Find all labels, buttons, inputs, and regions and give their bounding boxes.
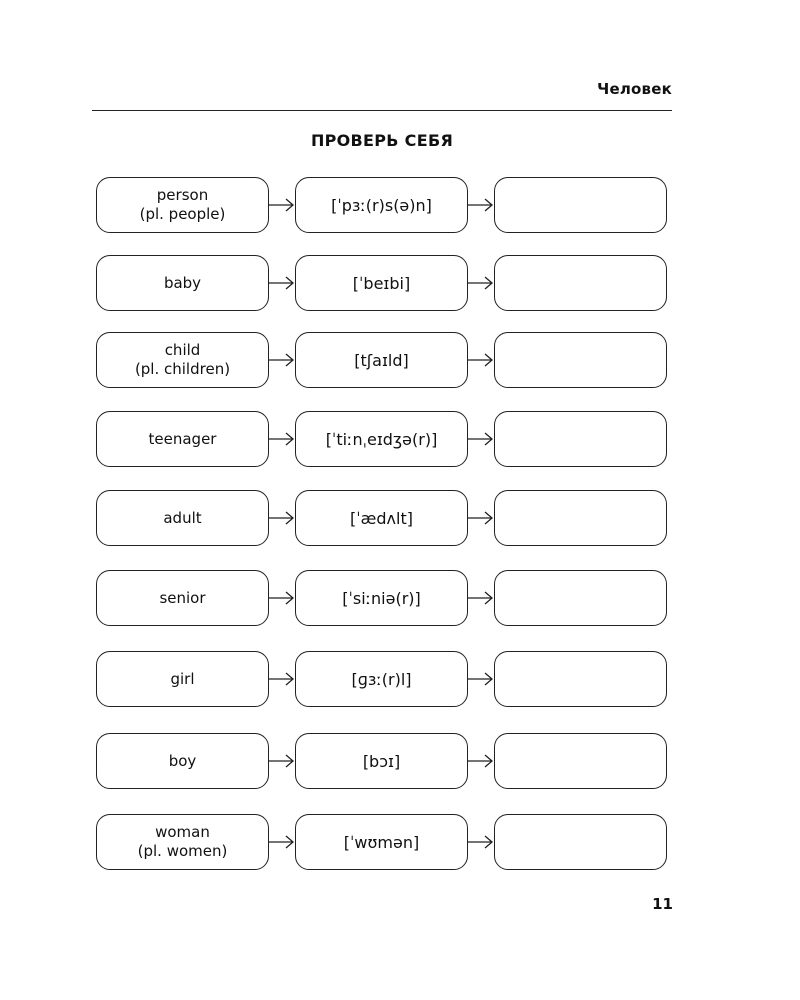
arrow-right-icon (269, 753, 295, 769)
transcription-box (295, 332, 468, 388)
word-box (96, 570, 269, 626)
arrow-right-icon (269, 275, 295, 291)
arrow-right-icon (269, 352, 295, 368)
word-text: senior (159, 588, 206, 607)
word-text: child (164, 341, 201, 359)
transcription-text: [ˈædʌlt] (350, 508, 413, 528)
arrow-right-icon (269, 590, 295, 606)
word-text: girl (170, 669, 195, 688)
word-text: person (156, 186, 209, 204)
vocab-row (96, 490, 668, 548)
answer-box[interactable] (494, 814, 667, 870)
transcription-text: [ˈwʊmən] (343, 832, 420, 852)
answer-box[interactable] (494, 490, 667, 546)
word-box (96, 490, 269, 546)
arrow-right-icon (468, 671, 494, 687)
transcription-text: [tʃaɪld] (354, 350, 409, 370)
transcription-box (295, 255, 468, 311)
answer-box[interactable] (494, 651, 667, 707)
transcription-text: [bɔɪ] (362, 751, 401, 771)
arrow-right-icon (269, 510, 295, 526)
plural-text: (pl. children) (134, 360, 231, 378)
page-number: 11 (652, 895, 673, 913)
arrow-right-icon (468, 510, 494, 526)
word-box (96, 814, 269, 870)
plural-text: (pl. women) (137, 842, 228, 860)
word-box (96, 332, 269, 388)
answer-box[interactable] (494, 733, 667, 789)
transcription-text: [ˈbeɪbi] (352, 273, 411, 293)
vocab-row (96, 570, 668, 628)
transcription-box (295, 411, 468, 467)
arrow-right-icon (269, 671, 295, 687)
word-box (96, 411, 269, 467)
transcription-text: [ˈsiːniə(r)] (342, 588, 421, 608)
plural-text: (pl. people) (139, 205, 226, 223)
vocab-row (96, 177, 668, 235)
transcription-box (295, 570, 468, 626)
word-text: boy (168, 751, 197, 770)
transcription-box (295, 177, 468, 233)
vocab-row (96, 814, 668, 872)
arrow-right-icon (468, 275, 494, 291)
running-header: Человек (597, 80, 672, 98)
arrow-right-icon (269, 834, 295, 850)
transcription-box (295, 490, 468, 546)
arrow-right-icon (468, 753, 494, 769)
answer-box[interactable] (494, 570, 667, 626)
arrow-right-icon (468, 590, 494, 606)
answer-box[interactable] (494, 177, 667, 233)
word-text: baby (163, 273, 202, 292)
vocab-row (96, 332, 668, 390)
arrow-right-icon (468, 352, 494, 368)
answer-box[interactable] (494, 411, 667, 467)
arrow-right-icon (468, 834, 494, 850)
word-text: woman (155, 823, 210, 841)
transcription-box (295, 733, 468, 789)
arrow-right-icon (468, 431, 494, 447)
word-box (96, 255, 269, 311)
transcription-text: [ɡɜː(r)l] (351, 669, 412, 689)
arrow-right-icon (269, 197, 295, 213)
answer-box[interactable] (494, 332, 667, 388)
vocab-row (96, 651, 668, 709)
word-box (96, 733, 269, 789)
transcription-box (295, 651, 468, 707)
transcription-box (295, 814, 468, 870)
transcription-text: [ˈtiːnˌeɪdʒə(r)] (325, 429, 438, 449)
word-text: adult (163, 508, 202, 527)
arrow-right-icon (269, 431, 295, 447)
word-box (96, 651, 269, 707)
arrow-right-icon (468, 197, 494, 213)
word-box (96, 177, 269, 233)
vocab-row (96, 411, 668, 469)
section-title: ПРОВЕРЬ СЕБЯ (310, 131, 454, 150)
vocab-row (96, 255, 668, 313)
answer-box[interactable] (494, 255, 667, 311)
transcription-text: [ˈpɜː(r)s(ə)n] (331, 195, 432, 215)
word-text: teenager (148, 429, 217, 448)
vocab-row (96, 733, 668, 791)
